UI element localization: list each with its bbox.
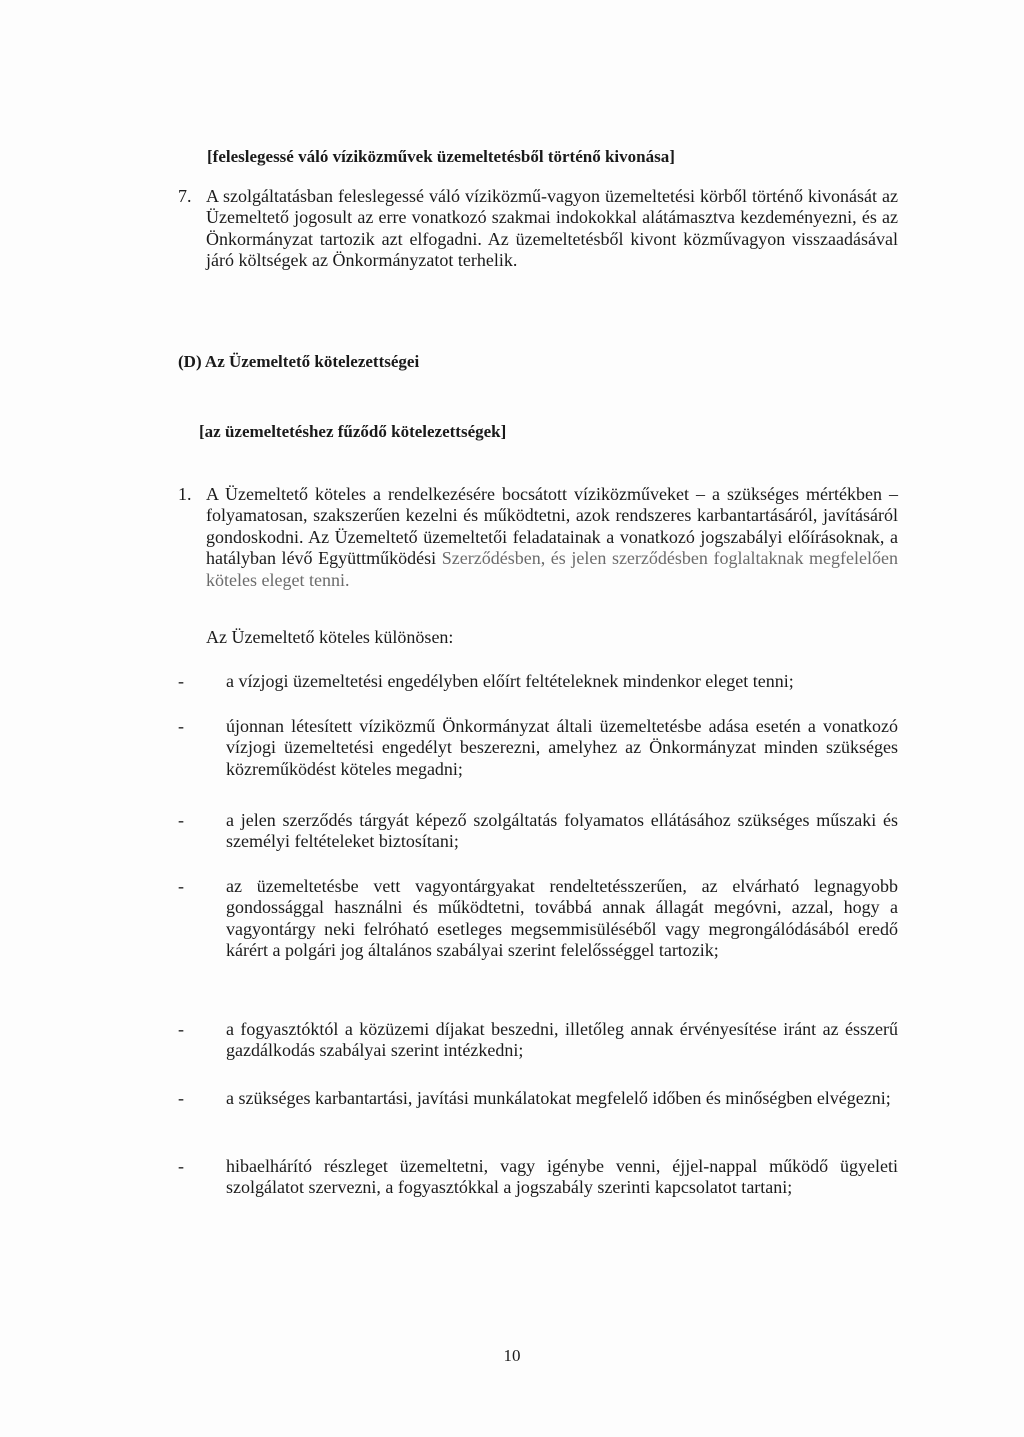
bullet-item xyxy=(178,671,898,692)
item-1-number: 1. xyxy=(178,484,192,504)
bullet-item xyxy=(178,876,898,962)
chapter-d-heading: (D) Az Üzemeltető kötelezettségei xyxy=(178,352,420,371)
bullet-dash: - xyxy=(178,1019,184,1039)
bullet-text: hibaelhárító részleget üzemeltetni, vagy igénybe venni, éjjel-nappal működő ügyeleti szolgálatot szervezni, a fogyasztókkal a jogszabály szerinti kapcsolatot tartani; xyxy=(226,1156,898,1198)
item-7-number: 7. xyxy=(178,186,192,206)
page-number: 10 xyxy=(503,1346,521,1365)
item-1 xyxy=(178,484,898,591)
item-7-text: A szolgáltatásban feleslegessé váló víziközmű-vagyon üzemeltetési körből történő kivonását az Üzemeltető jogosult az erre vonatkozó szakmai indokokkal alátámasztva kezdeményezni, és az Önkormányzat tartozik azt elfogadni. Az üzemeltetésből kivont közművagyon visszaadásával járó költségek az Önkormányzatot terhelik. xyxy=(206,186,898,271)
bullet-dash: - xyxy=(178,716,184,736)
subheading: [az üzemeltetéshez fűződő kötelezettségek] xyxy=(199,422,507,441)
item-1-text xyxy=(206,484,898,591)
bullet-dash: - xyxy=(178,1156,184,1176)
bullet-text: a fogyasztóktól a közüzemi díjakat beszedni, illetőleg annak érvényesítése iránt az ésszerű gazdálkodás szabályai szerint intézkedni; xyxy=(226,1019,898,1061)
bullet-item xyxy=(178,1156,898,1199)
bullet-dash: - xyxy=(178,1088,184,1108)
bullet-text: a szükséges karbantartási, javítási munkálatokat megfelelő időben és minőségben elvégezni; xyxy=(226,1088,891,1108)
bullet-dash: - xyxy=(178,876,184,896)
intro-line: Az Üzemeltető köteles különösen: xyxy=(206,627,454,647)
section-heading: [feleslegessé váló víziközművek üzemeltetésből történő kivonása] xyxy=(207,147,675,166)
bullet-item xyxy=(178,810,898,853)
bullet-text: újonnan létesített víziközmű Önkormányzat általi üzemeltetésbe adása esetén a vonatkozó vízjogi üzemeltetési engedélyt beszerezni, amelyhez az Önkormányzat minden szükséges közreműködést köteles megadni; xyxy=(226,716,898,779)
bullet-item xyxy=(178,716,898,780)
bullet-dash: - xyxy=(178,810,184,830)
item-1-text-faded: Szerződésben, és jelen szerződésben foglaltaknak megfelelően köteles eleget tenni. xyxy=(206,548,898,590)
item-7 xyxy=(178,186,898,272)
bullet-text: a jelen szerződés tárgyát képező szolgáltatás folyamatos ellátásához szükséges műszaki és személyi feltételeket biztosítani; xyxy=(226,810,898,852)
bullet-dash: - xyxy=(178,671,184,691)
bullet-text: a vízjogi üzemeltetési engedélyben előírt feltételeknek mindenkor eleget tenni; xyxy=(226,671,794,691)
bullet-text: az üzemeltetésbe vett vagyontárgyakat rendeltetésszerűen, az elvárható legnagyobb gondossággal használni és működtetni, továbbá annak állagát megóvni, azzal, hogy a vagyontárgy neki felróható esetleges megsemmisüléséből vagy megrongálódásából eredő kárért a polgári jog általános szabályai szerint felelősséggel tartozik; xyxy=(226,876,898,961)
bullet-item xyxy=(178,1088,898,1109)
item-1-text-main: A Üzemeltető köteles a rendelkezésére bocsátott víziközműveket – a szükséges mértékben – folyamatosan, szakszerűen kezelni és működtetni, azok rendszeres karbantartásáról, javításáról gondoskodni. Az Üzemeltető üzemeltetői feladatainak a vonatkozó jogszabályi előírásoknak, a hatályban lévő Együttműködési xyxy=(206,484,898,569)
bullet-item xyxy=(178,1019,898,1062)
